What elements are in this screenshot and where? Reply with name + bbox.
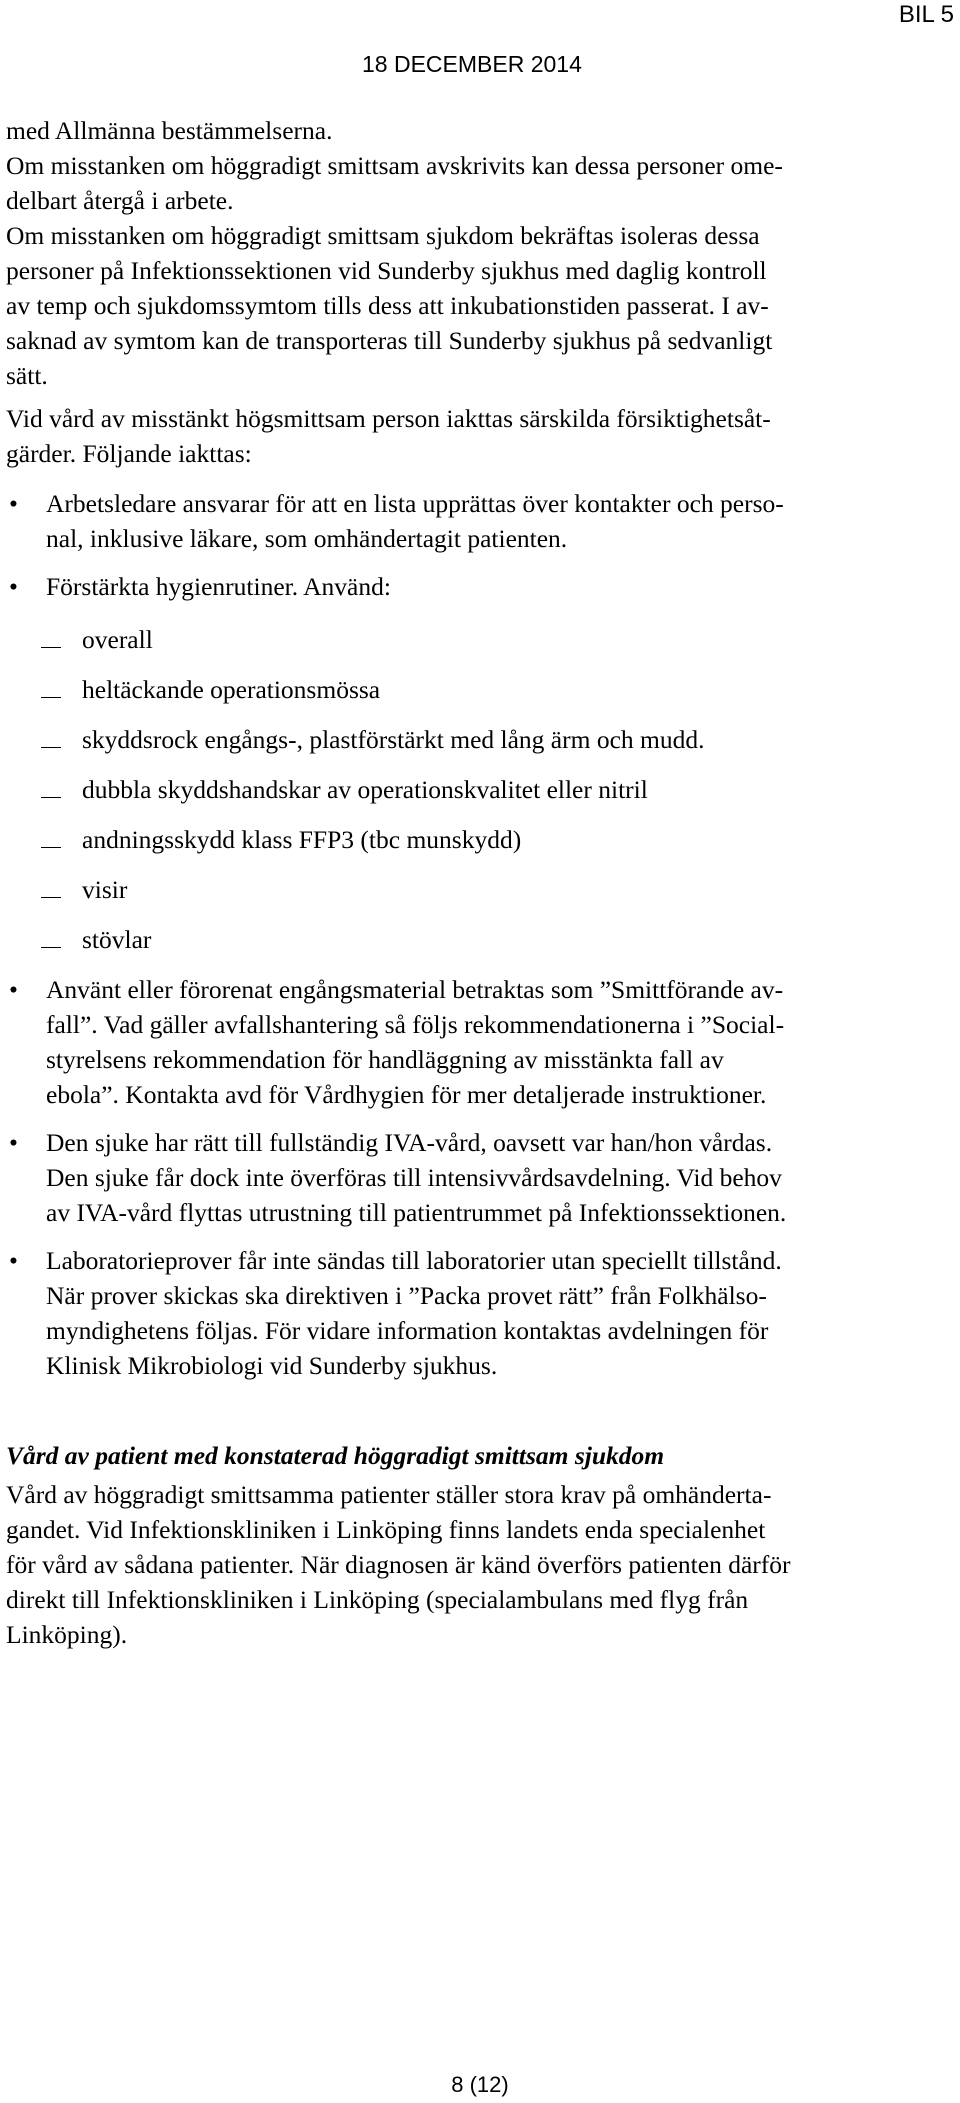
- dash-icon: [41, 947, 61, 948]
- dash-icon: [41, 647, 61, 648]
- text-line: av IVA-vård flyttas utrustning till patientrummet på Infektionssektionen.: [46, 1198, 787, 1227]
- bullet-icon: •: [9, 1246, 18, 1275]
- text-line: När prover skickas ska direktiven i ”Packa provet rätt” från Folkhälso-: [46, 1281, 767, 1310]
- text-line: styrelsens rekommendation för handläggning av misstänkta fall av: [46, 1045, 724, 1074]
- dash-icon: [41, 747, 61, 748]
- text-line: Om misstanken om höggradigt smittsam sjukdom bekräftas isoleras dessa: [6, 221, 760, 250]
- dash-item-text: visir: [82, 875, 128, 904]
- protective-equipment-list: [6, 622, 956, 957]
- dash-icon: [41, 797, 61, 798]
- dash-item: [6, 822, 956, 857]
- text-line: Förstärkta hygienrutiner. Använd:: [46, 572, 391, 601]
- bullet-contact-list: [6, 486, 956, 556]
- text-line: sätt.: [6, 361, 48, 390]
- dash-item-text: andningsskydd klass FFP3 (tbc munskydd): [82, 825, 522, 854]
- text-line: nal, inklusive läkare, som omhändertagit patienten.: [46, 524, 568, 553]
- text-line: myndighetens följas. För vidare information kontaktas avdelningen för: [46, 1316, 769, 1345]
- text-line: Den sjuke har rätt till fullständig IVA-vård, oavsett var han/hon vårdas.: [46, 1128, 773, 1157]
- bullet-hygiene: [6, 569, 956, 604]
- text-line: Om misstanken om höggradigt smittsam avskrivits kan dessa personer ome-: [6, 151, 783, 180]
- intro-paragraph: [6, 113, 956, 393]
- text-line: Vid vård av misstänkt högsmittsam person iakttas särskilda försiktighetsåt-: [6, 404, 771, 433]
- document-date: 18 DECEMBER 2014: [362, 51, 582, 77]
- attachment-label: BIL 5: [898, 1, 954, 28]
- text-line: saknad av symtom kan de transporteras till Sunderby sjukhus på sedvanligt: [6, 326, 773, 355]
- dash-item-text: dubbla skyddshandskar av operationskvalitet eller nitril: [82, 775, 648, 804]
- bullet-icon: •: [9, 489, 18, 518]
- document-body: [6, 113, 956, 1652]
- dash-item: [6, 622, 956, 657]
- bullet-waste: [6, 972, 956, 1112]
- dash-item-text: skyddsrock engångs-, plastförstärkt med lång ärm och mudd.: [82, 725, 705, 754]
- text-line: direkt till Infektionskliniken i Linköping (specialambulans med flyg från: [6, 1585, 749, 1614]
- dash-item: [6, 872, 956, 907]
- text-line: fall”. Vad gäller avfallshantering så följs rekommendationerna i ”Social-: [46, 1010, 785, 1039]
- dash-item: [6, 772, 956, 807]
- text-line: personer på Infektionssektionen vid Sunderby sjukhus med daglig kontroll: [6, 256, 767, 285]
- text-line: för vård av sådana patienter. När diagnosen är känd överförs patienten därför: [6, 1550, 791, 1579]
- text-line: Linköping).: [6, 1620, 128, 1649]
- dash-icon: [41, 897, 61, 898]
- text-line: gärder. Följande iakttas:: [6, 439, 252, 468]
- text-line: av temp och sjukdomssymtom tills dess att inkubationstiden passerat. I av-: [6, 291, 769, 320]
- text-line: Den sjuke får dock inte överföras till intensivvårdsavdelning. Vid behov: [46, 1163, 782, 1192]
- bullet-icon: •: [9, 1128, 18, 1157]
- text-line: delbart återgå i arbete.: [6, 186, 234, 215]
- bullet-iva-care: [6, 1125, 956, 1230]
- text-line: ebola”. Kontakta avd för Vårdhygien för mer detaljerade instruktioner.: [46, 1080, 767, 1109]
- dash-icon: [41, 697, 61, 698]
- section-heading: Vård av patient med konstaterad höggradigt smittsam sjukdom: [6, 1441, 665, 1470]
- confirmed-case-paragraph: [6, 1477, 956, 1652]
- bullet-icon: •: [9, 975, 18, 1004]
- text-line: Arbetsledare ansvarar för att en lista upprättas över kontakter och perso-: [46, 489, 784, 518]
- text-line: Klinisk Mikrobiologi vid Sunderby sjukhus.: [46, 1351, 498, 1380]
- dash-icon: [41, 847, 61, 848]
- bullet-lab-samples: [6, 1243, 956, 1383]
- text-line: med Allmänna bestämmelserna.: [6, 116, 333, 145]
- text-line: Laboratorieprover får inte sändas till laboratorier utan speciellt tillstånd.: [46, 1246, 782, 1275]
- text-line: gandet. Vid Infektionskliniken i Linköping finns landets enda specialenhet: [6, 1515, 766, 1544]
- precautions-paragraph: [6, 401, 956, 471]
- dash-item: [6, 722, 956, 757]
- dash-item-text: stövlar: [82, 925, 152, 954]
- dash-item-text: heltäckande operationsmössa: [82, 675, 381, 704]
- dash-item-text: overall: [82, 625, 153, 654]
- page-number: 8 (12): [451, 2072, 509, 2097]
- text-line: Vård av höggradigt smittsamma patienter ställer stora krav på omhänderta-: [6, 1480, 772, 1509]
- text-line: Använt eller förorenat engångsmaterial betraktas som ”Smittförande av-: [46, 975, 784, 1004]
- dash-item: [6, 672, 956, 707]
- bullet-icon: •: [9, 572, 18, 601]
- dash-item: [6, 922, 956, 957]
